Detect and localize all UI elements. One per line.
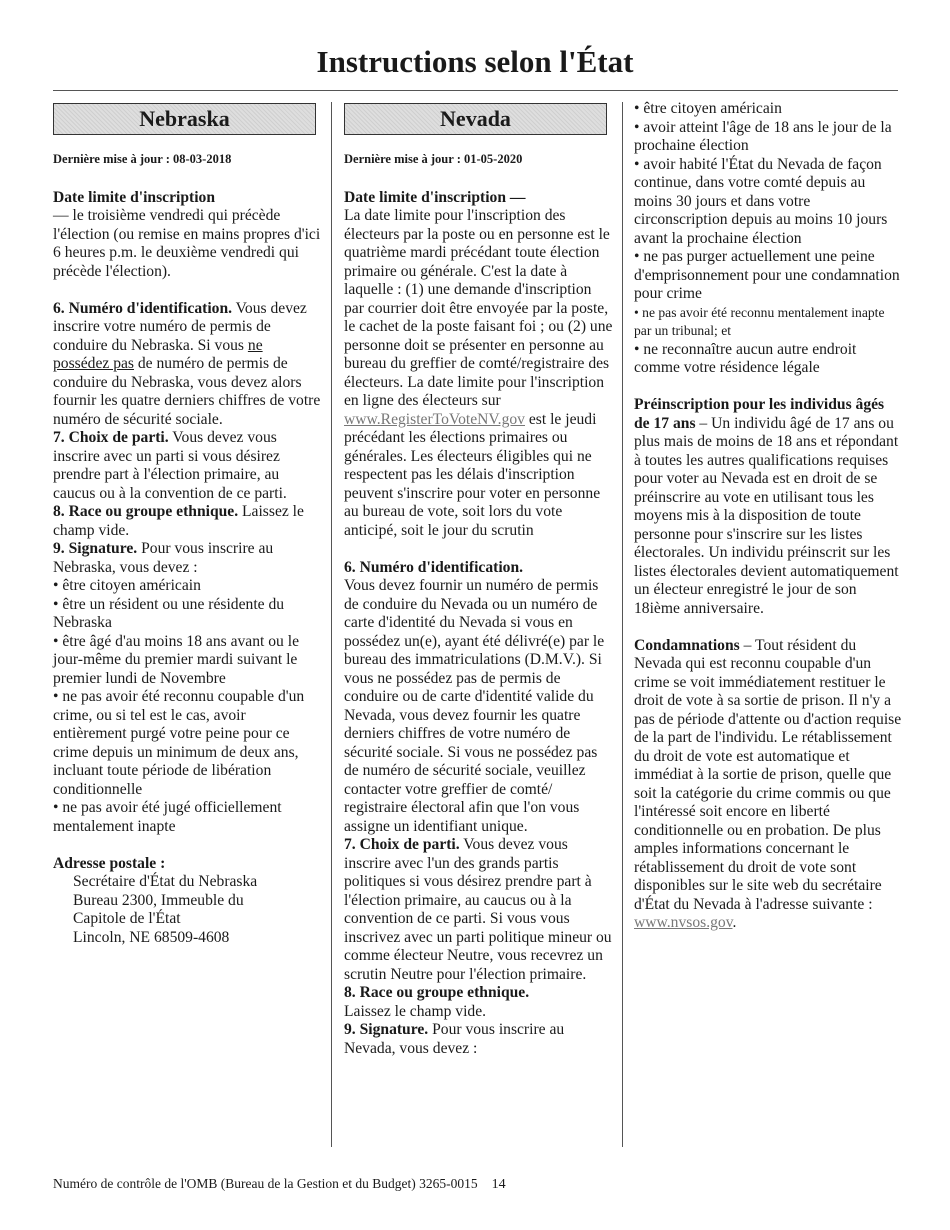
list-item: • avoir habité l'État du Nevada de façon continue, dans votre comté depuis au moins 30 jours et dans votre circonscription depuis au moins 10 jours avant la prochaine élection: [634, 155, 888, 247]
address-line: Bureau 2300, Immeuble du: [73, 891, 244, 909]
nebraska-deadline-title: Date limite d'inscription: [53, 188, 215, 206]
omb-control-number: Numéro de contrôle de l'OMB (Bureau de la Gestion et du Budget) 3265-0015: [53, 1176, 478, 1191]
nebraska-column: [53, 150, 321, 947]
address-line: Lincoln, NE 68509-4608: [73, 928, 230, 946]
nebraska-id-text-a: Vous devez inscrire votre numéro de permis de conduire du Nebraska. Si vous: [53, 299, 307, 354]
list-item: • ne pas avoir été reconnu mentalement inapte par un tribunal; et: [634, 304, 885, 338]
nevada-deadline-dash: —: [506, 188, 526, 206]
list-item: • être un résident ou une résidente du Nebraska: [53, 595, 285, 631]
nevada-id-title: 6. Numéro d'identification.: [344, 558, 524, 576]
list-item: • ne pas purger actuellement une peine d'emprisonnement pour une condamnation pour crime: [634, 248, 900, 302]
title-divider: [53, 90, 898, 91]
nevada-race-title: 8. Race ou groupe ethnique.: [344, 984, 530, 1001]
nebraska-id-text-b: de numéro de permis de conduire du Nebraska, vous devez alors fournir les quatre derniers chiffres de votre numéro de sécurité sociale.: [53, 355, 321, 428]
nebraska-address-title: Adresse postale :: [53, 854, 166, 872]
nevada-convictions-title: Condamnations: [634, 636, 740, 654]
nevada-convictions-end: .: [732, 914, 737, 931]
nevada-continued-column: [634, 100, 902, 933]
nvsos-link[interactable]: www.nvsos.gov: [634, 914, 733, 931]
nevada-header: Nevada: [344, 103, 607, 135]
nebraska-deadline-text: — le troisième vendredi qui précède l'élection (ou remise en mains propres d'ici 6 heures p.m. le deuxième vendredi qui précède l'élection).: [53, 207, 321, 280]
nebraska-signature-text: Pour vous inscrire au Nebraska, vous devez :: [53, 540, 274, 576]
nevada-updated: Dernière mise à jour : 01-05-2020: [344, 152, 523, 166]
column-divider-2: [622, 102, 623, 1147]
address-line: Secrétaire d'État du Nebraska: [73, 873, 258, 890]
column-divider-1: [331, 102, 332, 1147]
nebraska-race-section: [53, 503, 321, 540]
nevada-party-text: Vous devez vous inscrire avec l'un des grands partis politiques si vous désirez prendre part à l'élection primaire, au caucus ou à la convention de ce parti. Si vous vous inscrivez avec un parti politique mineur ou comme électeur Neutre, vous recevrez un scrutin Neutre pour l'élection primaire.: [344, 836, 612, 983]
nevada-signature-text: Pour vous inscrire au Nevada, vous devez :: [344, 1021, 565, 1057]
nebraska-header: Nebraska: [53, 103, 316, 135]
nevada-party-section: [344, 836, 614, 984]
nebraska-id-title: 6. Numéro d'identification.: [53, 299, 233, 317]
nebraska-race-text: Laissez le champ vide.: [53, 503, 304, 539]
nebraska-race-title: 8. Race ou groupe ethnique.: [53, 503, 239, 520]
nebraska-party-section: [53, 429, 321, 503]
nevada-prereg-section: [634, 396, 902, 618]
nevada-convictions-section: [634, 637, 902, 933]
nebraska-signature-title: 9. Signature.: [53, 540, 138, 557]
nevada-signature-title: 9. Signature.: [344, 1021, 429, 1038]
nebraska-signature-section: [53, 540, 321, 577]
nevada-column: [344, 150, 614, 1058]
list-item: • être âgé d'au moins 18 ans avant ou le jour-même du premier mardi suivant le premier lundi de Novembre: [53, 632, 299, 687]
address-line: Capitole de l'État: [73, 910, 181, 927]
list-item: • avoir atteint l'âge de 18 ans le jour de la prochaine élection: [634, 118, 892, 154]
nebraska-id-section: [53, 300, 321, 430]
list-item: • ne pas avoir été reconnu coupable d'un crime, ou si tel est le cas, avoir entièrement purgé votre peine pour ce crime depuis un minimum de deux ans, incluant toute période de libération conditionnelle: [53, 688, 305, 798]
nebraska-id-text-underlined: ne possédez pas: [53, 336, 263, 372]
list-item: • être citoyen américain: [634, 100, 782, 117]
register-to-vote-link[interactable]: www.RegisterToVoteNV.gov: [344, 410, 525, 428]
nevada-deadline-title: Date limite d'inscription: [344, 188, 506, 206]
page-footer: [53, 1176, 506, 1193]
nevada-deadline-text-a: La date limite pour l'inscription des électeurs par la poste ou en personne est le quatrième mardi précédant toute élection primaire ou générale. C'est la date à laquelle : (1) une demande d'inscription par courrier doit être envoyée par la poste, le cachet de la poste faisant foi ; ou (2) une personne doit se présenter en personne au bureau du greffier de comté/registraire des électeurs. La date limite pour l'inscription en ligne des électeurs sur: [344, 207, 613, 409]
nevada-party-title: 7. Choix de parti.: [344, 836, 460, 853]
list-item: • être citoyen américain: [53, 577, 201, 594]
nevada-race-text: Laissez le champ vide.: [344, 1002, 487, 1020]
nevada-prereg-title: Préinscription pour les individus âgés de 17 ans: [634, 396, 885, 432]
nevada-convictions-text: – Tout résident du Nevada qui est reconnu coupable d'un crime se voit immédiatement restituer le droit de vote à sa sortie de prison. Il n'y a pas de période d'attente ou d'action requise de la part de l'individu. Le rétablissement du droit de vote est automatique et immédiat à la sortie de prison, quelle que soit la catégorie du crime commis ou que l'intéressé soit encore en liberté conditionnelle ou en probation. De plus amples informations concernant le rétablissement du droit de vote sont disponibles sur le site web du secrétaire d'État du Nevada à l'adresse suivante :: [634, 636, 902, 913]
nebraska-deadline: [53, 189, 321, 282]
page-title: Instructions selon l'État: [316, 44, 634, 79]
nebraska-updated: Dernière mise à jour : 08-03-2018: [53, 152, 232, 166]
nebraska-party-title: 7. Choix de parti.: [53, 429, 169, 446]
nebraska-party-text: Vous devez vous inscrire avec un parti si vous désirez prendre part à l'élection primaire, au caucus ou à la convention de ce parti.: [53, 429, 287, 502]
list-item: • ne pas avoir été jugé officiellement mentalement inapte: [53, 799, 282, 835]
nevada-signature-section: [344, 1021, 614, 1058]
nevada-deadline: [344, 189, 614, 541]
nevada-id-text: Vous devez fournir un numéro de permis de conduire du Nevada ou un numéro de carte d'identité du Nevada si vous en possédez un(e), ayant été délivré(e) par le bureau des immatriculations (D.M.V.). Si vous ne possédez pas de permis de conduire ou de carte d'identité valide du Nevada, vous devez fournir les quatre derniers chiffres de votre numéro de sécurité sociale. Si vous ne possédez pas de numéro de sécurité sociale, veuillez contacter votre greffier de comté/ registraire électoral afin que l'on vous assigne un identifiant unique.: [344, 577, 605, 835]
list-item: • ne reconnaître aucun autre endroit comme votre résidence légale: [634, 340, 857, 376]
page-number: 14: [491, 1177, 506, 1192]
nevada-deadline-text-b: est le jeudi précédant les élections primaires ou générales. Les électeurs éligibles qui ne respectent pas les délais d'inscription peuvent s'inscrire pour voter en personne au bureau de vote, soit lors du vote anticipé, soit le jour du scrutin: [344, 410, 601, 539]
nevada-prereg-text: – Un individu âgé de 17 ans ou plus mais de moins de 18 ans et répondant à toutes les autres qualifications requises pour voter au Nevada est en droit de se préinscrire au vote en utilisant tous les moyens mis à la disposition de toute personne pour s'inscrire sur les listes électorales. Un individu préinscrit sur les listes électorales devient automatiquement un électeur enregistré le jour de son 18ième anniversaire.: [634, 414, 899, 617]
